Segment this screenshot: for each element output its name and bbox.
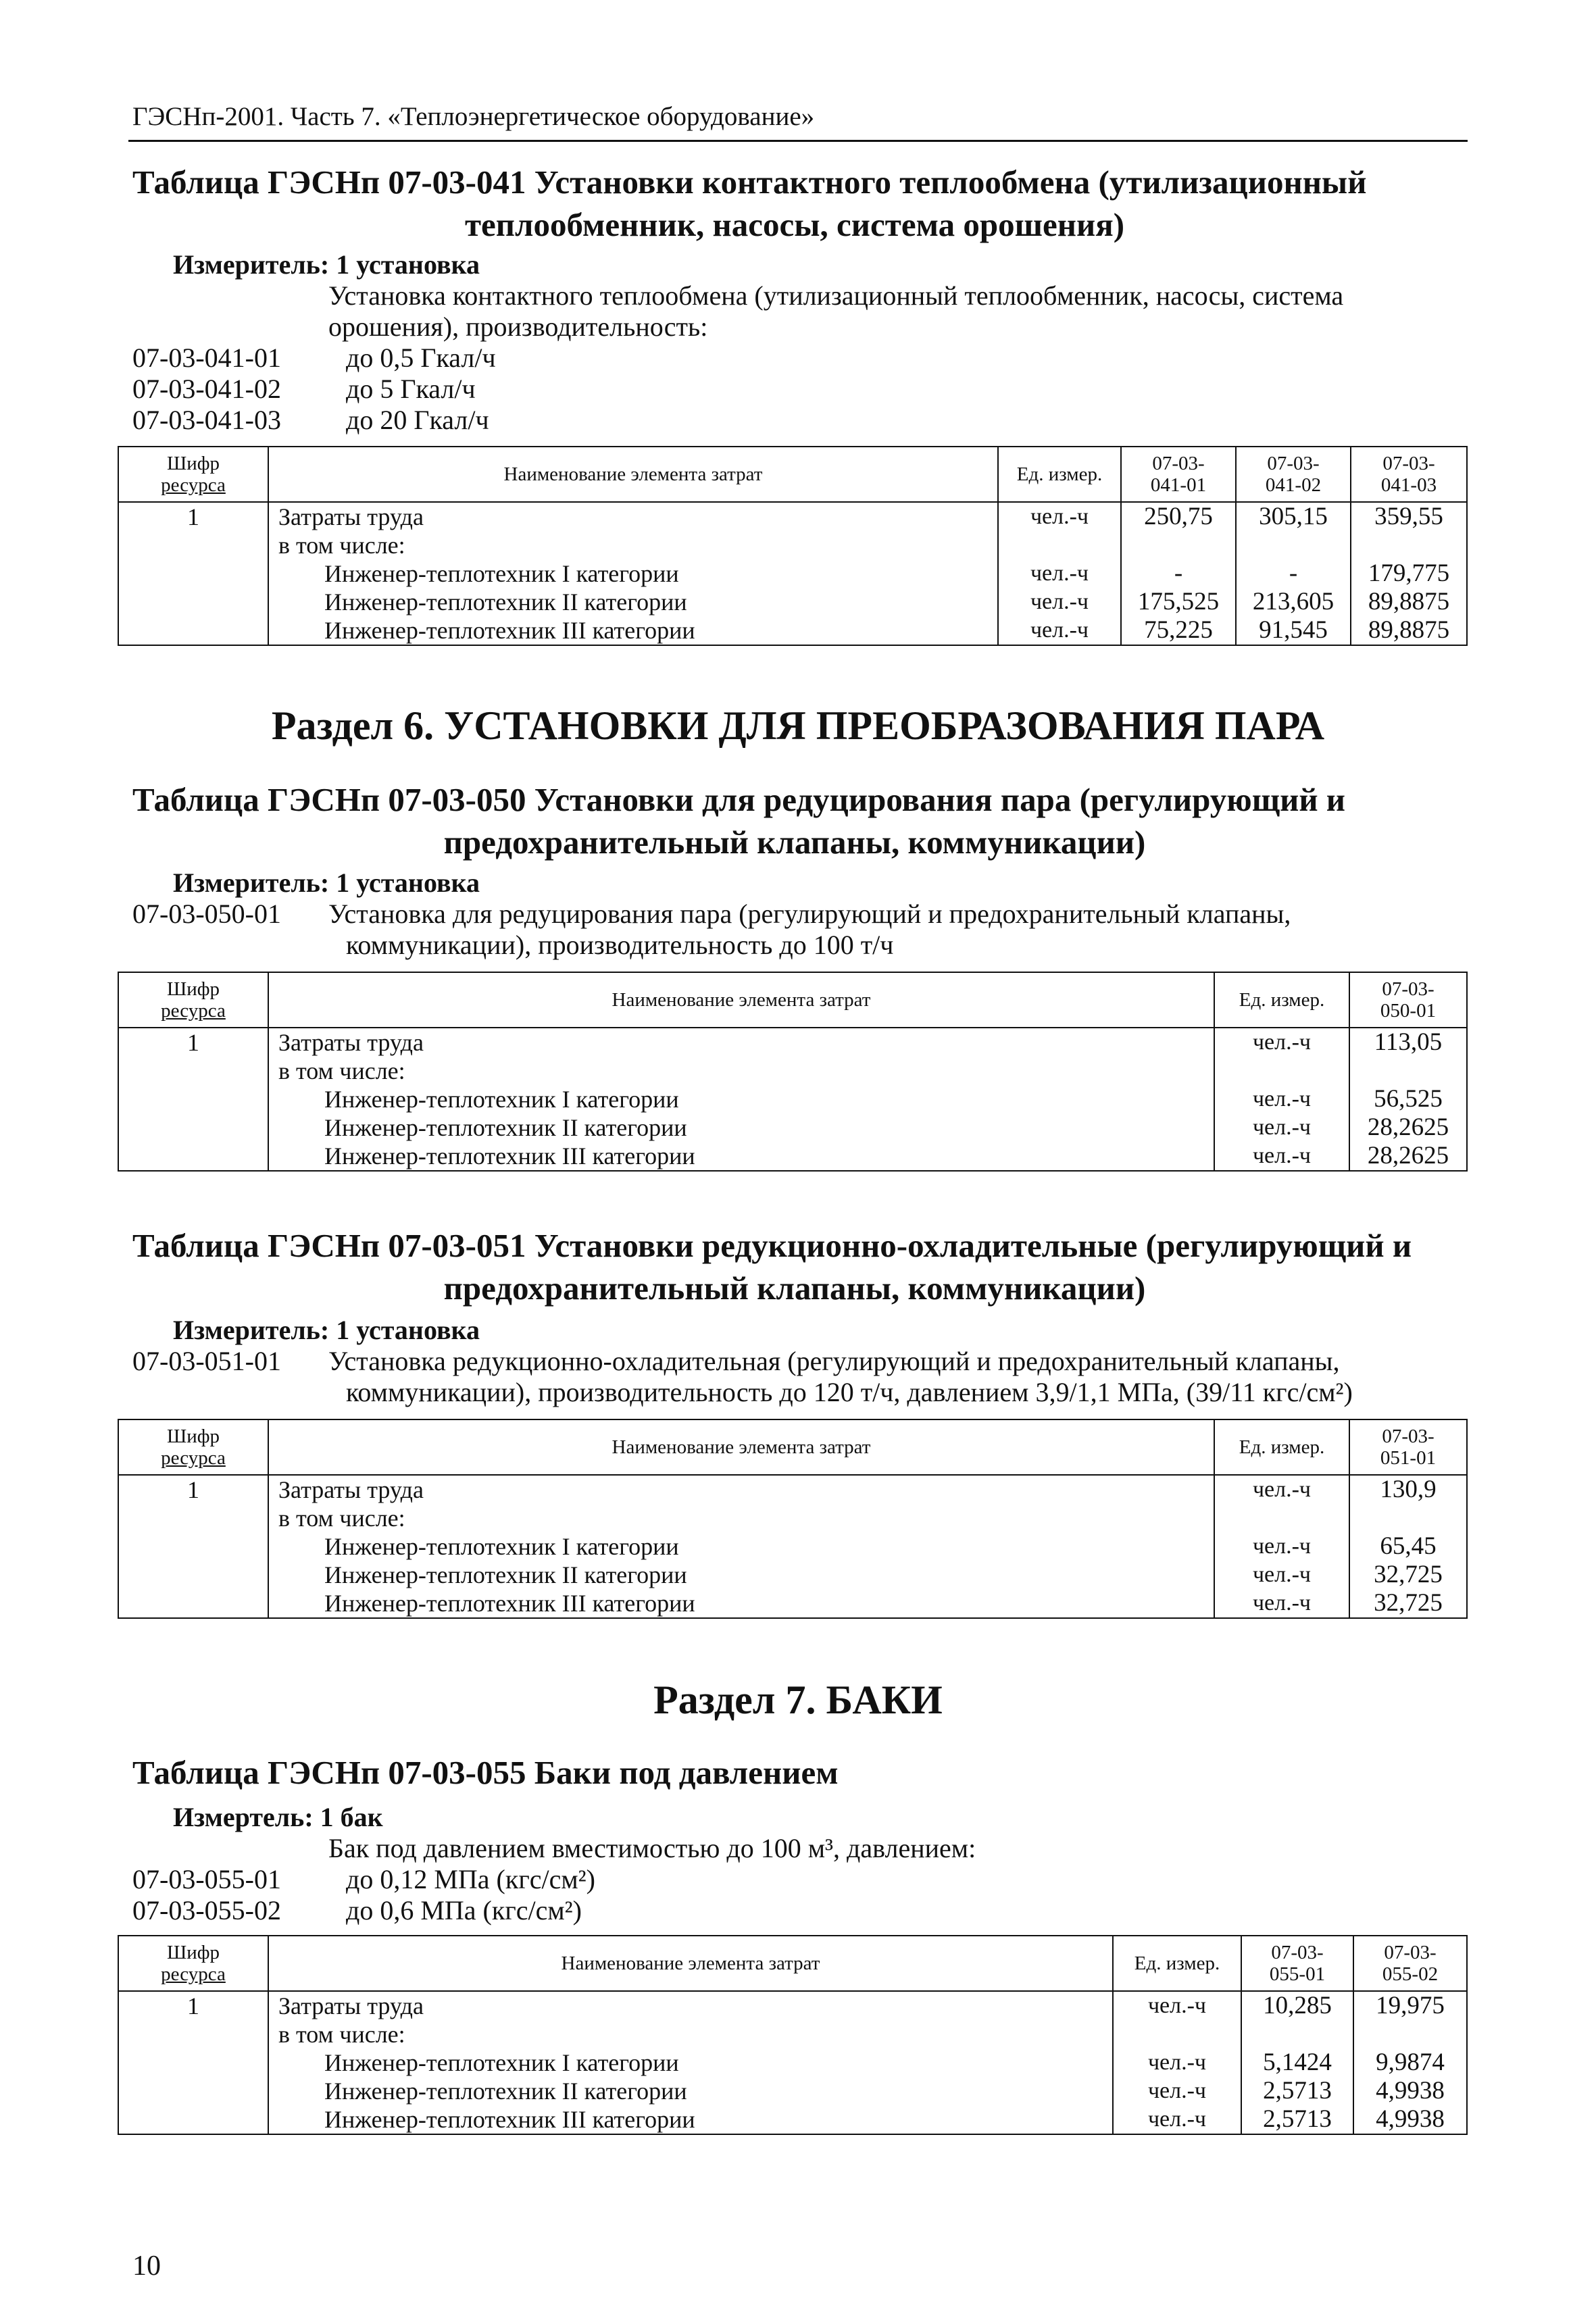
table-055-code-2-text: до 0,6 МПа (кгс/см²) [346,1895,582,1926]
table-051 [118,1419,1468,1619]
table-header-row [118,972,1467,1028]
table-051-desc-line1: Установка редукционно-охладительная (регулирующий и предохранительный клапаны, [328,1346,1340,1376]
table-050-title-line1: Таблица ГЭСНп 07-03-050 Установки для редуцирования пара (регулирующий и [132,781,1346,818]
table-header-row [118,447,1467,502]
table-row [118,1991,1467,2134]
cell-resource-code: 1 [118,1475,268,1618]
table-051-code: 07-03-051-01 [132,1346,281,1376]
header-unit: Ед. измер. [1214,1419,1349,1475]
cell-units: чел.-ч чел.-ч чел.-ч чел.-ч [998,502,1121,645]
table-050-desc-line2: коммуникации), производительность до 100 т/ч [346,930,894,960]
header-col-055-01: 07-03- 055-01 [1241,1936,1353,1991]
header-cost-element: Наименование элемента затрат [268,1936,1113,1991]
header-resource-code: Шифр ресурса [118,972,268,1028]
table-041 [118,446,1468,646]
table-050-title-line2: предохранительный клапаны, коммуникации) [443,824,1146,861]
table-055-code-1-text: до 0,12 МПа (кгс/см²) [346,1864,595,1894]
table-header-row [118,1936,1467,1991]
cell-values-050-01: 113,05 56,525 28,2625 28,2625 [1349,1028,1467,1171]
table-041-code-2: 07-03-041-02 [132,374,281,404]
table-050 [118,972,1468,1172]
table-041-title-line2: теплообменник, насосы, система орошения) [464,206,1125,243]
table-051-meter: Измеритель: 1 установка [173,1315,480,1345]
header-unit: Ед. измер. [998,447,1121,502]
running-head: ГЭСНп-2001. Часть 7. «Теплоэнергетическое оборудование» [132,102,815,131]
cell-resource-code: 1 [118,1028,268,1171]
cell-values-051-01: 130,9 65,45 32,725 32,725 [1349,1475,1467,1618]
section-6-heading: Раздел 6. УСТАНОВКИ ДЛЯ ПРЕОБРАЗОВАНИЯ ПАРА [271,703,1325,748]
table-050-code: 07-03-050-01 [132,899,281,929]
table-header-row [118,1419,1467,1475]
table-050-meter: Измеритель: 1 установка [173,867,480,898]
cell-cost-elements: Затраты труда в том числе: Инженер-теплотехник I категории Инженер-теплотехник II категории Инженер-теплотехник III категории [268,1991,1113,2134]
table-041-meter: Измеритель: 1 установка [173,249,480,280]
table-041-code-3: 07-03-041-03 [132,405,281,435]
table-041-desc-line1: Установка контактного теплообмена (утилизационный теплообменник, насосы, система [328,280,1344,311]
table-051-title-line1: Таблица ГЭСНп 07-03-051 Установки редукционно-охладительные (регулирующий и [132,1227,1412,1264]
cell-units: чел.-ч чел.-ч чел.-ч чел.-ч [1214,1028,1349,1171]
table-055-code-1: 07-03-055-01 [132,1864,281,1894]
cell-cost-elements: Затраты труда в том числе: Инженер-теплотехник I категории Инженер-теплотехник II категории Инженер-теплотехник III категории [268,1028,1214,1171]
table-041-code-1: 07-03-041-01 [132,343,281,373]
header-col-055-02: 07-03- 055-02 [1353,1936,1467,1991]
table-041-code-3-text: до 20 Гкал/ч [346,405,489,435]
table-050-title [132,778,1457,863]
header-resource-code: Шифр ресурса [118,1936,268,1991]
table-050-desc-line1: Установка для редуцирования пара (регулирующий и предохранительный клапаны, [328,899,1291,929]
table-041-title [132,161,1457,246]
header-col-041-02: 07-03- 041-02 [1236,447,1351,502]
section-7-heading: Раздел 7. БАКИ [653,1678,943,1722]
table-055-meter: Измертель: 1 бак [173,1802,383,1832]
table-041-code-2-text: до 5 Гкал/ч [346,374,476,404]
table-055 [118,1935,1468,2135]
table-041-code-1-text: до 0,5 Гкал/ч [346,343,496,373]
header-col-051-01: 07-03- 051-01 [1349,1419,1467,1475]
table-041-desc-line2: орошения), производительность: [328,311,708,342]
cell-values-055-01: 10,285 5,1424 2,5713 2,5713 [1241,1991,1353,2134]
cell-cost-elements: Затраты труда в том числе: Инженер-теплотехник I категории Инженер-теплотехник II категории Инженер-теплотехник III категории [268,502,998,645]
header-unit: Ед. измер. [1214,972,1349,1028]
header-col-041-01: 07-03- 041-01 [1121,447,1236,502]
cell-values-041-03: 359,55 179,775 89,8875 89,8875 [1351,502,1467,645]
header-resource-code: Шифр ресурса [118,447,268,502]
table-055-title: Таблица ГЭСНп 07-03-055 Баки под давлением [132,1754,839,1791]
table-055-code-2: 07-03-055-02 [132,1895,281,1926]
cell-values-041-01: 250,75 - 175,525 75,225 [1121,502,1236,645]
header-unit: Ед. измер. [1113,1936,1241,1991]
cell-units: чел.-ч чел.-ч чел.-ч чел.-ч [1214,1475,1349,1618]
cell-units: чел.-ч чел.-ч чел.-ч чел.-ч [1113,1991,1241,2134]
table-051-desc-line2: коммуникации), производительность до 120 т/ч, давлением 3,9/1,1 МПа, (39/11 кгс/см²) [346,1377,1353,1407]
header-cost-element: Наименование элемента затрат [268,1419,1214,1475]
header-cost-element: Наименование элемента затрат [268,447,998,502]
table-051-title [132,1224,1457,1309]
cell-resource-code: 1 [118,1991,268,2134]
table-row [118,502,1467,645]
header-col-041-03: 07-03- 041-03 [1351,447,1467,502]
header-col-050-01: 07-03- 050-01 [1349,972,1467,1028]
cell-values-041-02: 305,15 - 213,605 91,545 [1236,502,1351,645]
table-051-title-line2: предохранительный клапаны, коммуникации) [443,1269,1146,1307]
page-number: 10 [132,2250,161,2282]
table-row [118,1028,1467,1171]
cell-values-055-02: 19,975 9,9874 4,9938 4,9938 [1353,1991,1467,2134]
header-rule [128,140,1468,142]
cell-cost-elements: Затраты труда в том числе: Инженер-теплотехник I категории Инженер-теплотехник II категории Инженер-теплотехник III категории [268,1475,1214,1618]
header-cost-element: Наименование элемента затрат [268,972,1214,1028]
cell-resource-code: 1 [118,502,268,645]
table-row [118,1475,1467,1618]
table-055-desc: Бак под давлением вместимостью до 100 м³, давлением: [328,1833,976,1863]
header-resource-code: Шифр ресурса [118,1419,268,1475]
table-041-title-line1: Таблица ГЭСНп 07-03-041 Установки контактного теплообмена (утилизационный [132,164,1367,201]
